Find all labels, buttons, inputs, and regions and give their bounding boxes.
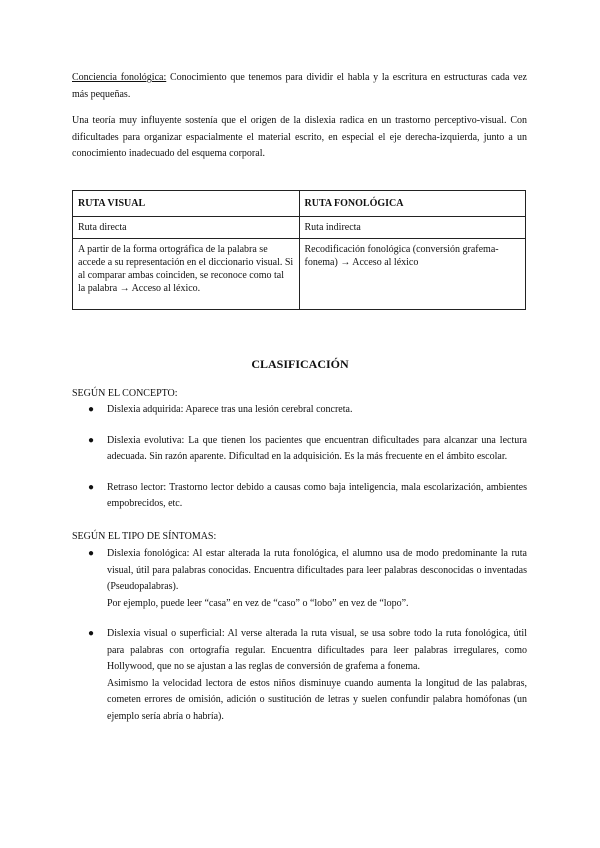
section-heading-concept: SEGÚN EL CONCEPTO: <box>72 388 178 399</box>
phonological-awareness-definition <box>72 70 527 103</box>
bullet-icon: ● <box>88 404 95 415</box>
bullet-icon: ● <box>88 628 95 639</box>
reading-routes-table <box>72 190 526 310</box>
table-row <box>73 217 526 239</box>
visual-perceptive-theory-paragraph: Una teoría muy influyente sostenía que el origen de la dislexia radica en un trastorno perceptivo-visual. Con dificultades para organizar espacialmente el material escrito, en especial el eje derecha-izquierda, junto a un conocimiento inadecuado del esquema corporal. <box>72 115 527 159</box>
bullet-icon: ● <box>88 481 95 493</box>
concept-list <box>72 402 527 513</box>
list-item: ● Dislexia adquirida: Aparece tras una lesión cerebral concreta. <box>72 402 527 419</box>
header-visual-route: RUTA VISUAL <box>73 191 300 217</box>
list-item: ● Dislexia fonológica: Al estar alterada la ruta fonológica, el alumno usa de modo predominante la ruta visual, útil para palabras conocidas. Encuentra dificultades para leer palabras desconocidas o inventadas (Pseudopalabras). Por ejemplo, puede leer “casa” en vez de “caso” o “lobo” en vez de “lopo”. <box>88 548 527 609</box>
section-heading-symptoms: SEGÚN EL TIPO DE SÍNTOMAS: <box>72 531 217 542</box>
classification-title: CLASIFICACIÓN <box>251 357 349 371</box>
table-cell: Recodificación fonológica (conversión grafema-fonema) → Acceso al léxico <box>299 239 526 310</box>
header-phonological-route: RUTA FONOLÓGICA <box>299 191 526 217</box>
list-item: ● Dislexia visual o superficial: Al verse alterada la ruta visual, se usa sobre todo la ruta fonológica, útil para palabras con ortografía regular. Encuentra dificultades para leer palabras irregulares, como Hollywood, que no se ajustan a las reglas de conversión de grafema a fonema. Asimismo la velocidad lectora de estos niños disminuye cuando aumenta la longitud de las palabras, cometen errores de omisión, adición o sustitución de letras y suelen confundir palabra homófonas (un ejemplo sería abría o habría). <box>88 628 527 722</box>
bullet-icon: ● <box>88 548 95 559</box>
table-cell: Ruta indirecta <box>299 217 526 239</box>
symptoms-list <box>72 546 527 725</box>
term-phonological-awareness: Conciencia fonológica: <box>72 72 167 83</box>
definition-text: Conocimiento que tenemos para dividir el habla y la escritura en estructuras cada vez más pequeñas. <box>72 72 527 100</box>
bullet-icon: ● <box>88 434 95 446</box>
list-item: ● Retraso lector: Trastorno lector debido a causas como baja inteligencia, mala escolarización, ambientes empobrecidos, etc. <box>88 481 527 509</box>
list-item: ● Dislexia evolutiva: La que tienen los pacientes que encuentran dificultades para alcanzar una lectura adecuada. Sin razón aparente. Dificultad en la adquisición. Es la más frecuente en el ámbito escolar. <box>88 434 527 462</box>
table-cell: Ruta directa <box>73 217 300 239</box>
table-cell: A partir de la forma ortográfica de la palabra se accede a su representación en el diccionario visual. Si al comparar ambas coinciden, se reconoce como tal la palabra → Acceso al léxico. <box>73 239 300 310</box>
table-header-row <box>73 191 526 217</box>
table-row <box>73 239 526 310</box>
